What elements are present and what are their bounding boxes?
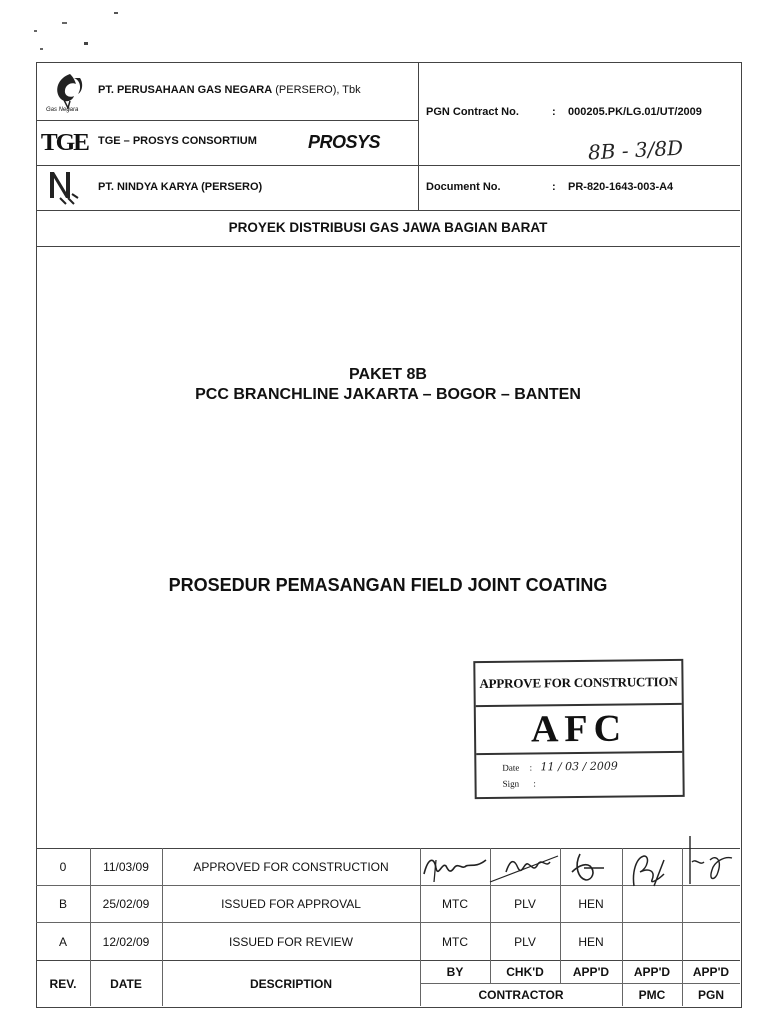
chkd-header: CHK'D (506, 965, 544, 979)
stamp-date-label: Date (502, 762, 520, 773)
appd-cell: HEN (578, 934, 604, 949)
package-title: PAKET 8B (349, 366, 427, 383)
stamp-sign-row: Sign : (502, 778, 536, 789)
pgn-company-name (98, 84, 361, 96)
contract-colon: : (552, 106, 556, 118)
description-cell: ISSUED FOR APPROVAL (221, 897, 361, 911)
rev-header: REV. (49, 976, 77, 991)
date-cell: 11/03/09 (103, 860, 149, 874)
pgn-company-main: PT. PERUSAHAAN GAS NEGARA (98, 84, 273, 96)
appd-cell: HEN (578, 897, 604, 911)
nindya-logo (46, 170, 80, 206)
afc-stamp (473, 659, 684, 799)
date-cell: 12/02/09 (102, 934, 150, 949)
contract-label: PGN Contract No. (426, 106, 519, 118)
document-number: PR-820-1643-003-A4 (568, 181, 674, 193)
document-colon: : (552, 181, 556, 193)
nindya-company-name: PT. NINDYA KARYA (PERSERO) (98, 181, 263, 193)
project-title: PROYEK DISTRIBUSI GAS JAWA BAGIAN BARAT (228, 220, 548, 235)
appd-contractor-header: APP'D (572, 965, 610, 979)
scan-speck (114, 12, 118, 14)
contractor-header: CONTRACTOR (478, 988, 564, 1002)
stamp-code: AFC (476, 705, 682, 755)
header-divider-left-1 (36, 120, 418, 121)
contract-handwritten-number: 8B - 3/8D (587, 135, 684, 165)
package-subtitle: PCC BRANCHLINE JAKARTA – BOGOR – BANTEN (195, 386, 581, 403)
description-cell: APPROVED FOR CONSTRUCTION (193, 860, 389, 874)
pmc-header: PMC (638, 988, 666, 1002)
signature-pgn (682, 832, 738, 893)
prosys-logo: PROSYS (308, 132, 381, 152)
scan-speck (84, 42, 88, 45)
stamp-date-row: Date : 11 / 03 / 2009 (502, 759, 618, 774)
chkd-cell: PLV (514, 934, 536, 949)
document-label: Document No. (426, 181, 501, 193)
scan-speck (62, 22, 67, 24)
pgn-logo (44, 70, 94, 116)
scan-speck (40, 48, 43, 50)
tge-logo: TGE (40, 130, 88, 156)
header-divider-4 (36, 246, 740, 247)
rev-cell: B (58, 897, 67, 911)
pgn-header: PGN (697, 988, 724, 1002)
pgn-logo-caption: Gas Negara (46, 107, 79, 113)
appd-pgn-header: APP'D (692, 965, 730, 979)
rev-cell: 0 (59, 860, 67, 874)
by-header: BY (446, 965, 464, 979)
scan-speck (34, 30, 37, 32)
header-divider-vertical (418, 62, 419, 210)
contract-number: 000205.PK/LG.01/UT/2009 (568, 106, 702, 118)
stamp-date-value: 11 / 03 / 2009 (540, 759, 618, 774)
chkd-cell: PLV (514, 897, 536, 911)
date-cell: 25/02/09 (102, 897, 150, 911)
rev-cell: A (58, 934, 67, 949)
by-cell: MTC (442, 897, 468, 911)
appd-pmc-header: APP'D (633, 965, 671, 979)
header-divider-2 (36, 165, 740, 166)
document-title: PROSEDUR PEMASANGAN FIELD JOINT COATING (168, 575, 608, 595)
header-divider-3 (36, 210, 740, 211)
date-header: DATE (110, 976, 142, 991)
stamp-title: APPROVE FOR CONSTRUCTION (475, 661, 681, 707)
signature-pmc (624, 846, 682, 897)
by-cell: MTC (442, 934, 468, 949)
pgn-company-suffix: (PERSERO), Tbk (272, 84, 361, 96)
description-header: DESCRIPTION (249, 976, 332, 991)
stamp-sign-label: Sign (502, 778, 520, 789)
description-cell: ISSUED FOR REVIEW (228, 934, 353, 949)
consortium-name: TGE – PROSYS CONSORTIUM (98, 135, 257, 147)
